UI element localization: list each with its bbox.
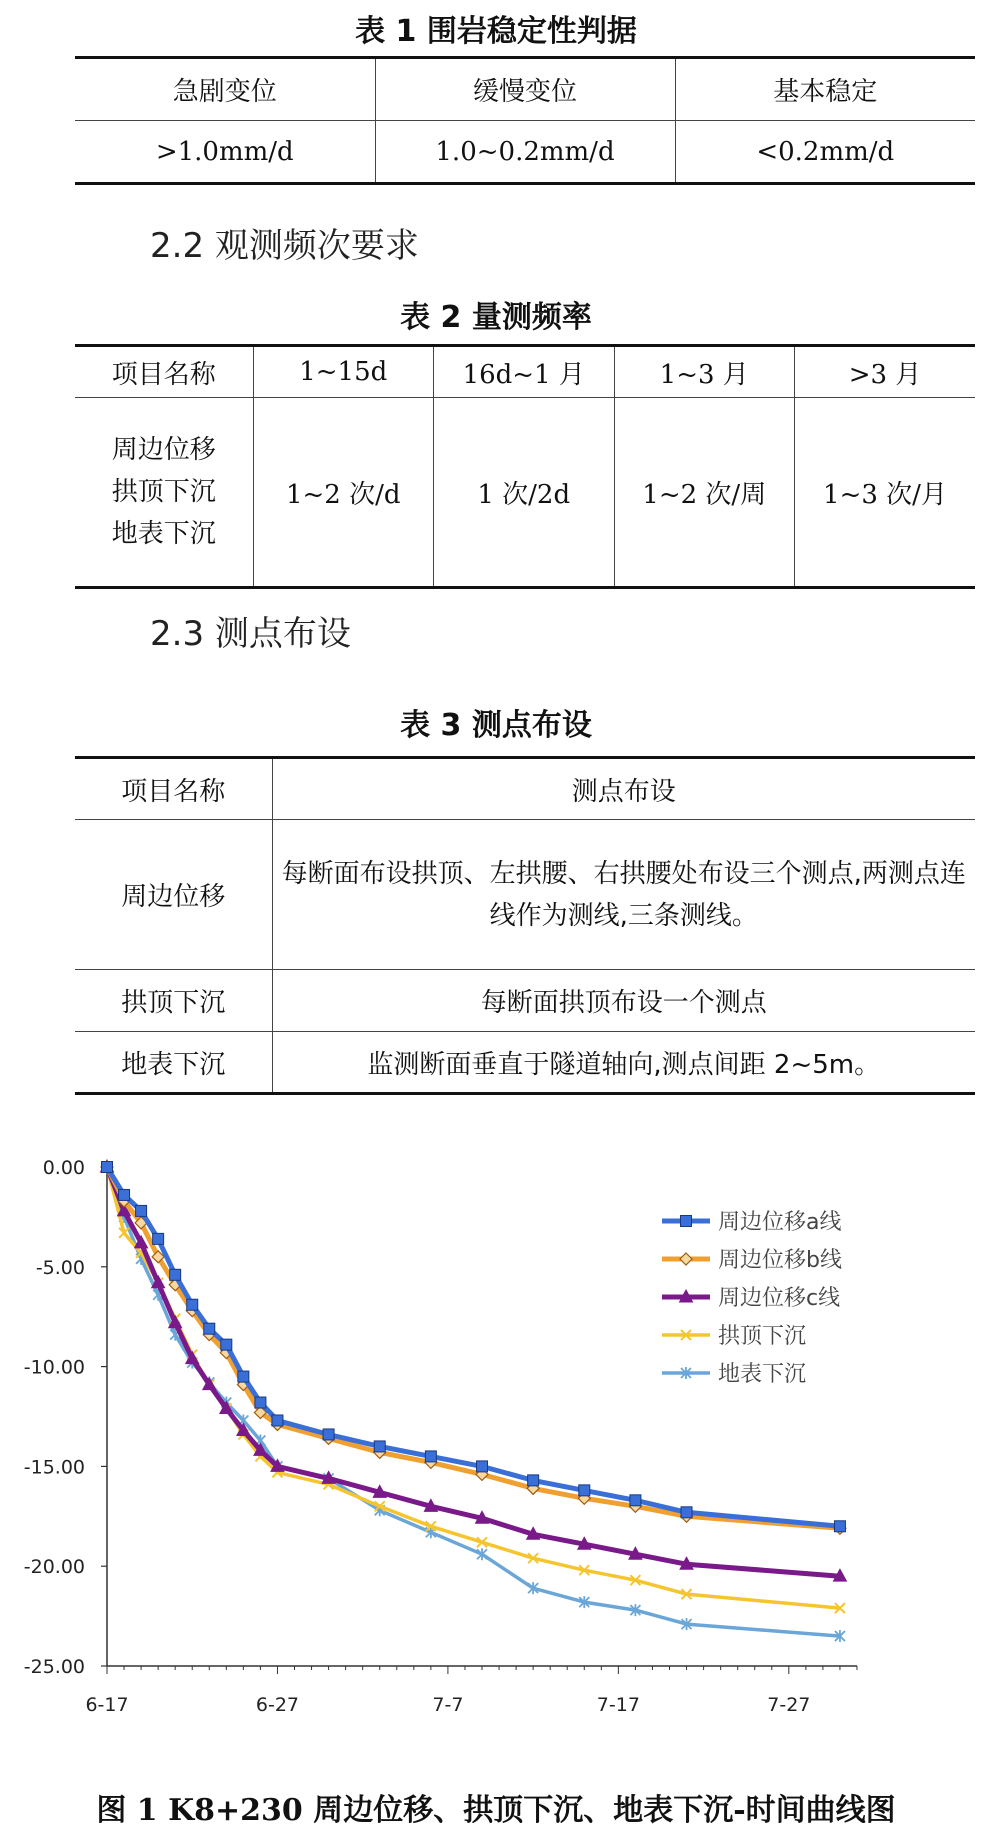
y-tick-label: -25.00: [23, 1656, 85, 1678]
data-point: [153, 1233, 164, 1244]
table-header-cell: 项目名称: [75, 758, 272, 820]
table-row: [75, 121, 975, 184]
data-point: [170, 1269, 181, 1280]
table-row: [75, 758, 975, 820]
table-cell: 1 次/2d: [434, 398, 615, 588]
table3: [75, 756, 975, 1095]
legend-label: 周边位移a线: [718, 1210, 842, 1235]
data-point: [102, 1162, 113, 1173]
legend-label: 地表下沉: [718, 1362, 807, 1387]
x-tick-label: 7-27: [767, 1694, 811, 1716]
table-cell: 拱顶下沉: [75, 970, 272, 1032]
y-tick-label: 0.00: [42, 1157, 85, 1179]
table-cell: 每断面布设拱顶、左拱腰、右拱腰处布设三个测点,两测点连线作为测线,三条测线。: [272, 820, 975, 970]
table-row: [75, 398, 975, 588]
data-point: [528, 1475, 539, 1486]
line-chart: [0, 1150, 992, 1750]
table-row: [75, 970, 975, 1032]
x-tick-label: 6-17: [85, 1694, 129, 1716]
legend-label: 周边位移c线: [718, 1286, 841, 1311]
table-cell: 地表下沉: [75, 1032, 272, 1094]
data-point: [136, 1205, 147, 1216]
y-tick-label: -20.00: [23, 1556, 85, 1579]
table-header-cell: 测点布设: [272, 758, 975, 820]
legend-item: [662, 1286, 840, 1311]
y-tick-label: -15.00: [23, 1456, 85, 1479]
table2-caption: 表 2 量测频率: [400, 300, 592, 335]
chart-legend: [662, 1210, 842, 1387]
y-tick-label: -10.00: [23, 1356, 85, 1379]
table-row: [75, 820, 975, 970]
data-point: [681, 1216, 692, 1227]
table-cell: 周边位移: [75, 820, 272, 970]
y-tick-label: -5.00: [35, 1256, 85, 1279]
item-label: 周边位移: [111, 435, 216, 465]
table-header-cell: 16d~1 月: [434, 346, 615, 398]
data-point: [255, 1397, 266, 1408]
item-label: 拱顶下沉: [111, 477, 216, 507]
legend-item: [662, 1324, 806, 1349]
data-point: [681, 1507, 692, 1518]
table-row: [75, 1032, 975, 1094]
x-tick-label: 7-7: [432, 1694, 464, 1716]
data-point: [477, 1461, 488, 1472]
data-point: [119, 1189, 130, 1200]
table-header-cell: 1~3 月: [614, 346, 795, 398]
table-cell: 每断面拱顶布设一个测点: [272, 970, 975, 1032]
legend-item: [662, 1210, 841, 1235]
table-row: [75, 346, 975, 398]
figure-caption: 图 1 K8+230 周边位移、拱顶下沉、地表下沉-时间曲线图: [96, 1793, 896, 1828]
legend-item: [662, 1362, 806, 1387]
data-point: [204, 1323, 215, 1334]
item-label: 地表下沉: [111, 519, 216, 549]
table-header-cell: 1~15d: [253, 346, 434, 398]
table-cell: 监测断面垂直于隧道轴向,测点间距 2~5m。: [272, 1032, 975, 1094]
table3-caption: 表 3 测点布设: [400, 708, 592, 743]
table1-caption: 表 1 围岩稳定性判据: [355, 14, 637, 49]
legend-label: 拱顶下沉: [718, 1324, 807, 1349]
data-point: [834, 1521, 845, 1532]
table-header-cell: 急剧变位: [75, 58, 375, 121]
legend-label: 周边位移b线: [718, 1248, 842, 1273]
section-heading: 2.3 测点布设: [150, 614, 351, 654]
table-cell: 1.0~0.2mm/d: [375, 121, 675, 184]
section-heading: 2.2 观测频次要求: [150, 226, 419, 266]
data-point: [579, 1485, 590, 1496]
data-point: [187, 1299, 198, 1310]
data-point: [630, 1495, 641, 1506]
data-point: [425, 1451, 436, 1462]
data-point: [238, 1371, 249, 1382]
table-header-cell: >3 月: [795, 346, 976, 398]
table-cell: >1.0mm/d: [75, 121, 375, 184]
table-cell: 1~2 次/周: [614, 398, 795, 588]
table-header-cell: 缓慢变位: [375, 58, 675, 121]
table-row: [75, 58, 975, 121]
legend-item: [662, 1248, 842, 1273]
table-header-cell: 项目名称: [75, 346, 253, 398]
data-point: [374, 1441, 385, 1452]
data-point: [680, 1253, 692, 1265]
x-tick-label: 6-27: [255, 1694, 300, 1716]
data-point: [221, 1339, 232, 1350]
table1: [75, 56, 975, 185]
table-cell: 1~3 次/月: [795, 398, 976, 588]
x-tick-label: 7-17: [596, 1694, 640, 1716]
table-header-cell: 基本稳定: [675, 58, 975, 121]
data-point: [323, 1429, 334, 1440]
table-cell-items: [75, 398, 253, 588]
table2: [75, 344, 975, 589]
table-cell: <0.2mm/d: [675, 121, 975, 184]
data-point: [272, 1415, 283, 1426]
table-cell: 1~2 次/d: [253, 398, 434, 588]
